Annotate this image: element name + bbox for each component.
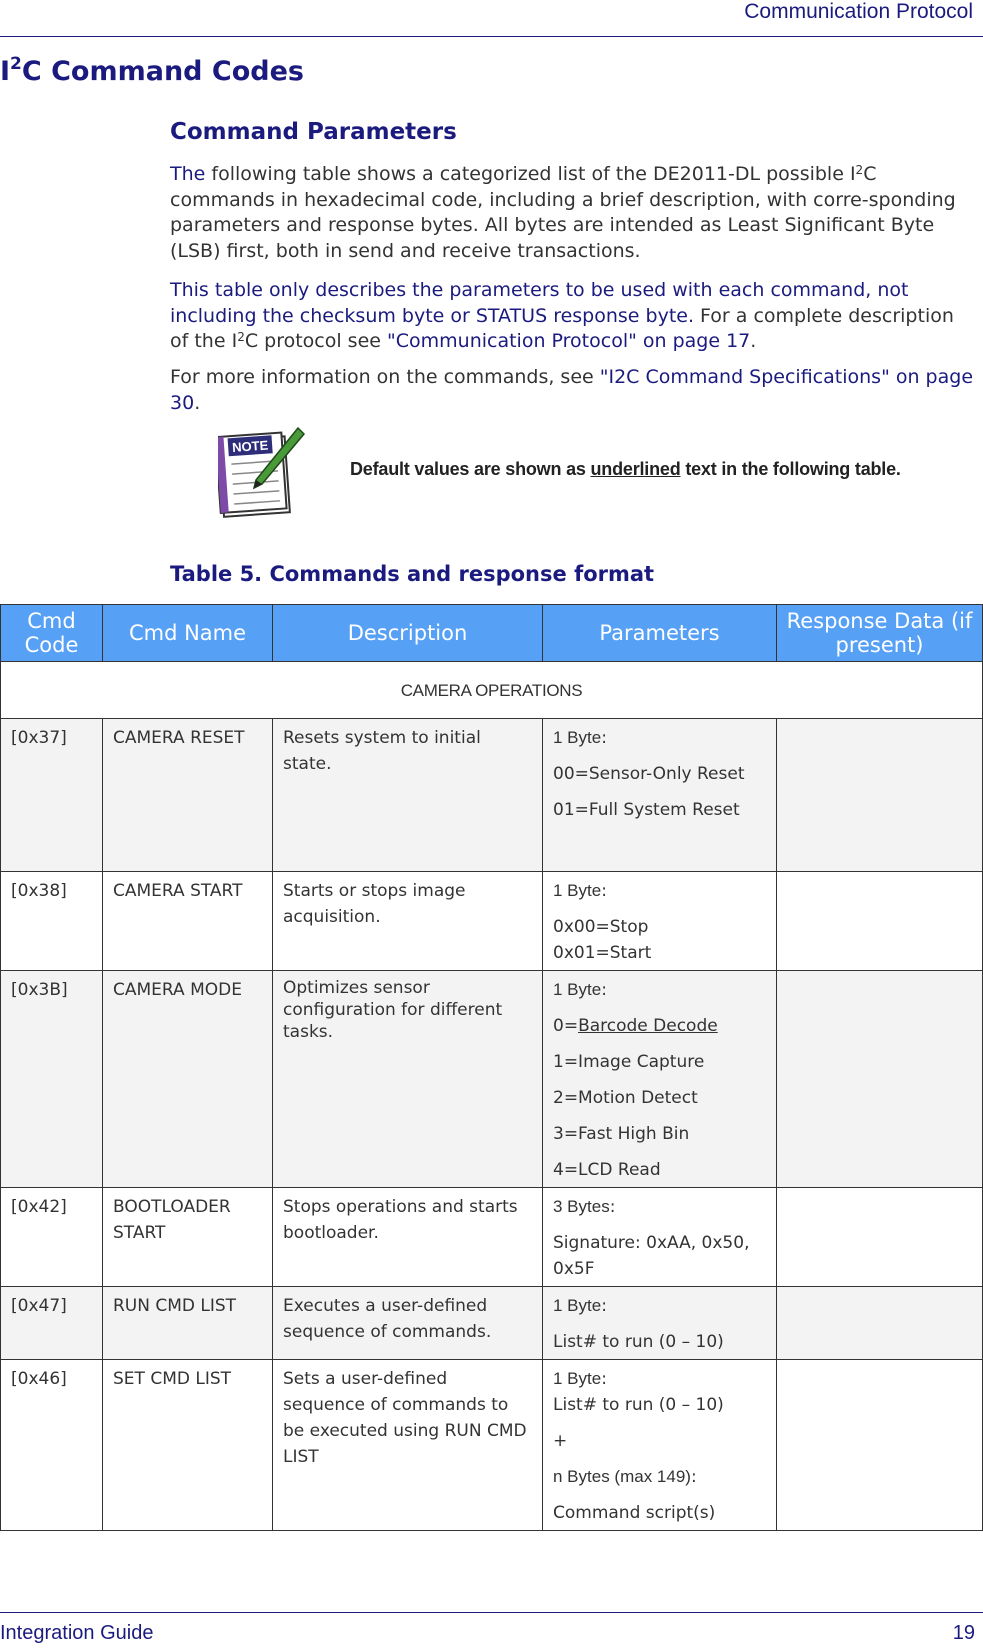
- footer-guide-title: Integration Guide: [0, 1622, 154, 1644]
- note-text-underlined: underlined: [590, 459, 681, 479]
- cell-response: [777, 719, 983, 872]
- cell-parameters: [543, 971, 777, 1188]
- paragraph-more-info-a: For more information on the commands, see: [170, 366, 600, 388]
- note-pencil-icon: [218, 422, 306, 520]
- section-title: [0, 56, 304, 87]
- cell-name: CAMERA RESET: [103, 719, 273, 872]
- param-label: 1 Byte: [553, 881, 602, 900]
- note-text-a: Default values are shown as: [350, 459, 591, 479]
- header-rule: [0, 36, 983, 37]
- param-line: List# to run (0 – 10): [553, 1395, 724, 1415]
- table-row: [1, 1287, 983, 1360]
- param-label: 1 Byte: [553, 1296, 602, 1315]
- cell-response: [777, 1188, 983, 1287]
- param-colon: :: [609, 1197, 616, 1217]
- cell-parameters: [543, 872, 777, 971]
- param-line: +: [553, 1431, 568, 1451]
- cell-parameters: [543, 1188, 777, 1287]
- param-line: 01=Full System Reset: [553, 800, 740, 820]
- cell-name: SET CMD LIST: [103, 1360, 273, 1531]
- param-line: 1=Image Capture: [553, 1052, 705, 1072]
- table-row: [1, 872, 983, 971]
- cell-parameters: [543, 1287, 777, 1360]
- note-text: [350, 459, 901, 480]
- footer-page-number: 19: [952, 1622, 975, 1644]
- table-row: [1, 971, 983, 1188]
- header-description: Description: [273, 605, 543, 662]
- paragraph-intro: [170, 162, 978, 264]
- paragraph-scope-a: For a complete description of the I: [170, 304, 954, 352]
- param-label: 3 Bytes: [553, 1197, 610, 1216]
- param-colon: :: [601, 728, 607, 748]
- cell-response: [777, 1287, 983, 1360]
- paragraph-lead-word: The: [170, 163, 206, 185]
- cell-code: [0x42]: [1, 1188, 103, 1287]
- cell-code: [0x47]: [1, 1287, 103, 1360]
- paragraph-intro-sup: 2: [855, 163, 864, 177]
- table-row: [1, 1188, 983, 1287]
- cell-response: [777, 1360, 983, 1531]
- param-colon: :: [601, 881, 607, 901]
- paragraph-more-info-end: .: [194, 391, 201, 414]
- subsection-title: Command Parameters: [170, 119, 457, 145]
- paragraph-scope-emphasis: This table only describes the parameters to be used with each command, not including the checksum byte or STATUS response byte.: [170, 279, 909, 327]
- paragraph-intro-b: C commands in hexadecimal code, including a brief description, with corre-sponding parameters and response bytes. All bytes are intended as Least Significant Byte (LSB) first, both in send and receive transactions.: [170, 163, 956, 262]
- cell-code: [0x46]: [1, 1360, 103, 1531]
- note-text-b: text in the following table.: [680, 459, 901, 479]
- param-line: 00=Sensor-Only Reset: [553, 764, 745, 784]
- paragraph-scope-end: .: [750, 330, 757, 352]
- table-row: [1, 1360, 983, 1531]
- paragraph-scope: [170, 278, 978, 355]
- table-group-row: [1, 662, 983, 719]
- param-line: 2=Motion Detect: [553, 1088, 698, 1108]
- param-line: List# to run (0 – 10): [553, 1332, 724, 1352]
- param-line: 4=LCD Read: [553, 1160, 661, 1180]
- cell-response: [777, 971, 983, 1188]
- paragraph-intro-a: following table shows a categorized list of the DE2011-DL possible I: [205, 163, 856, 185]
- table-header-row: [1, 605, 983, 662]
- param-label: 1 Byte: [553, 1369, 602, 1388]
- cell-code: [0x37]: [1, 719, 103, 872]
- group-camera-operations: CAMERA OPERATIONS: [1, 662, 983, 719]
- cell-parameters: [543, 1360, 777, 1531]
- section-title-prefix: I: [0, 56, 11, 87]
- cell-description: Optimizes sensor configuration for different tasks.: [273, 971, 543, 1188]
- paragraph-scope-b: C protocol see: [244, 330, 387, 352]
- header-parameters: Parameters: [543, 605, 777, 662]
- param-colon-2: :: [690, 1467, 697, 1487]
- param-colon: :: [601, 1296, 607, 1316]
- cell-description: Executes a user-defined sequence of commands.: [273, 1287, 543, 1360]
- param-line: 0x00=Stop: [553, 917, 649, 937]
- param-line: Signature: 0xAA, 0x50, 0x5F: [553, 1233, 750, 1279]
- param-default-prefix: 0=: [553, 1016, 579, 1036]
- cell-name: CAMERA MODE: [103, 971, 273, 1188]
- param-default-value: Barcode Decode: [578, 1016, 718, 1036]
- communication-protocol-link[interactable]: "Communication Protocol" on page 17: [387, 330, 751, 352]
- param-label: 1 Byte: [553, 980, 602, 999]
- section-title-rest: C Command Codes: [21, 56, 304, 87]
- header-response-data: Response Data (if present): [777, 605, 983, 662]
- running-header-title: Communication Protocol: [744, 0, 973, 23]
- cell-name: CAMERA START: [103, 872, 273, 971]
- cell-description: Sets a user-defined sequence of commands to be executed using RUN CMD LIST: [273, 1360, 543, 1531]
- i2c-command-specifications-link[interactable]: "I2C Command Specifications" on page 30: [170, 366, 974, 414]
- commands-table: [0, 604, 983, 1531]
- table-row: [1, 719, 983, 872]
- cell-description: Stops operations and starts bootloader.: [273, 1188, 543, 1287]
- cell-parameters: [543, 719, 777, 872]
- param-label-2: n Bytes (max 149): [553, 1467, 691, 1486]
- header-cmd-name: Cmd Name: [103, 605, 273, 662]
- param-colon: :: [601, 980, 607, 1000]
- cell-description: Resets system to initial state.: [273, 719, 543, 872]
- table-caption: Table 5. Commands and response format: [170, 562, 655, 586]
- footer-rule: [0, 1612, 983, 1613]
- cell-code: [0x38]: [1, 872, 103, 971]
- header-cmd-code: Cmd Code: [1, 605, 103, 662]
- cell-code: [0x3B]: [1, 971, 103, 1188]
- param-default-line: [553, 1013, 766, 1039]
- note-badge-label: NOTE: [231, 437, 269, 456]
- cell-response: [777, 872, 983, 971]
- cell-name: RUN CMD LIST: [103, 1287, 273, 1360]
- param-line: Command script(s): [553, 1503, 716, 1523]
- param-label: 1 Byte: [553, 728, 602, 747]
- section-title-sup: 2: [10, 54, 22, 74]
- param-line: 0x01=Start: [553, 943, 652, 963]
- paragraph-more-info: [170, 365, 978, 416]
- paragraph-scope-sup: 2: [237, 330, 245, 344]
- param-line: 3=Fast High Bin: [553, 1124, 690, 1144]
- cell-description: Starts or stops image acquisition.: [273, 872, 543, 971]
- param-colon: :: [601, 1369, 607, 1389]
- cell-name: BOOTLOADER START: [103, 1188, 273, 1287]
